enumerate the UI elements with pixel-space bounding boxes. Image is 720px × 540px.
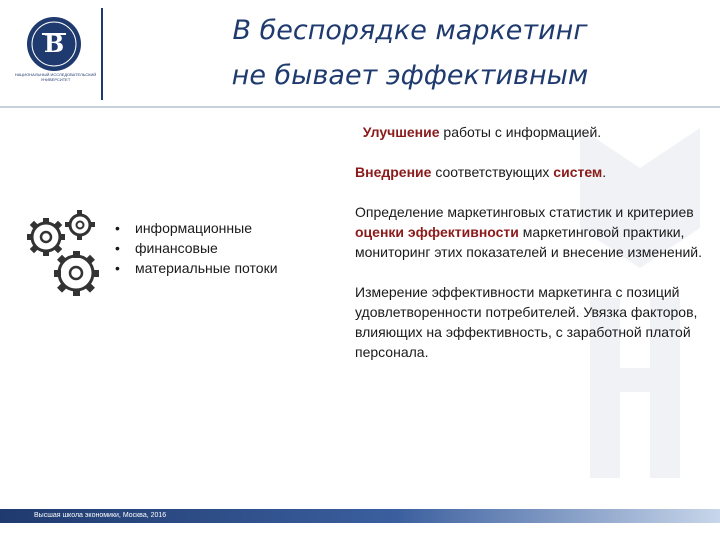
paragraph-text: соответствующих bbox=[431, 164, 554, 180]
highlight-evaluation: оценки эффективности bbox=[355, 224, 519, 240]
flows-list bbox=[113, 218, 278, 278]
footer-bar bbox=[0, 509, 720, 523]
logo-caption: НАЦИОНАЛЬНЫЙ ИССЛЕДОВАТЕЛЬСКИЙ УНИВЕРСИТЕТ bbox=[14, 72, 97, 82]
list-item: • финансовые bbox=[113, 238, 278, 258]
paragraph-improvement bbox=[355, 122, 705, 142]
svg-text:B: B bbox=[43, 29, 65, 58]
title-line-1: В беспорядке маркетинг bbox=[232, 15, 588, 46]
right-text-block bbox=[355, 122, 705, 362]
paragraph-text: маркетинговой практики, мониторинг этих показателей и внесение изменений. bbox=[355, 224, 702, 260]
paragraph-implementation bbox=[355, 162, 705, 182]
list-item: • материальные потоки bbox=[113, 258, 278, 278]
paragraph-measurement: Измерение эффективности маркетинга с позиций удовлетворенности потребителей. Увязка факторов, влияющих на эффективность, с заработной платой персонала. bbox=[355, 284, 698, 360]
slide-title bbox=[130, 8, 690, 98]
paragraph-text: . bbox=[602, 164, 607, 180]
slide-header bbox=[0, 0, 720, 108]
title-line-2: не бывает эффективным bbox=[231, 60, 589, 91]
header-divider bbox=[101, 8, 103, 100]
paragraph-criteria bbox=[355, 202, 705, 262]
highlight-systems: систем bbox=[553, 164, 603, 180]
gears-icon bbox=[18, 205, 108, 305]
highlight-implementation: Внедрение bbox=[355, 164, 432, 180]
paragraph-text: работы с информацией. bbox=[439, 124, 602, 140]
highlight-improvement: Улучшение bbox=[362, 124, 440, 140]
paragraph-text: Определение маркетинговых статистик и критериев bbox=[355, 204, 694, 220]
footer-text: Высшая школа экономики, Москва, 2016 bbox=[34, 512, 167, 519]
list-item: • информационные bbox=[113, 218, 278, 238]
